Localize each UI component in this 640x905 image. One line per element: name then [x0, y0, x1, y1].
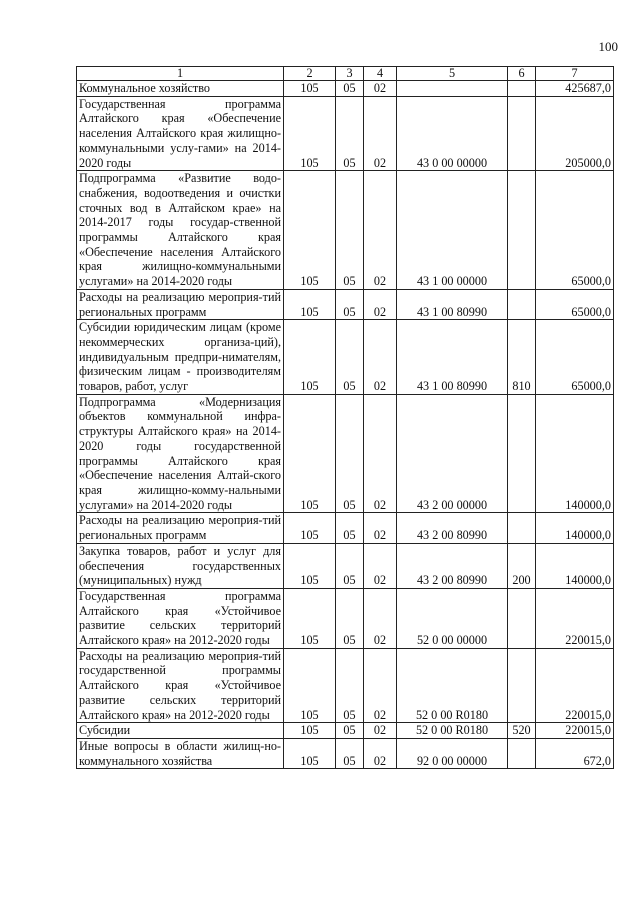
cell-expense-type	[508, 96, 536, 171]
cell-name: Государственная программа Алтайского края «Устойчивое развитие сельских территорий Алтайского края» на 2012-2020 годы	[77, 588, 284, 648]
cell-target-article: 52 0 00 R0180	[397, 723, 508, 739]
cell-section: 05	[336, 543, 364, 588]
cell-section: 05	[336, 96, 364, 171]
cell-name: Расходы на реализацию мероприя-тий региональных программ	[77, 513, 284, 543]
cell-admin-code: 105	[284, 723, 336, 739]
cell-amount: 140000,0	[536, 394, 614, 513]
cell-name: Иные вопросы в области жилищ-но-коммунального хозяйства	[77, 738, 284, 768]
cell-target-article: 43 0 00 00000	[397, 96, 508, 171]
cell-target-article: 43 2 00 80990	[397, 543, 508, 588]
cell-expense-type: 200	[508, 543, 536, 588]
cell-name: Подпрограмма «Развитие водо-снабжения, водоотведения и очистки сточных вод в Алтайском крае» на 2014-2017 годы государ-ственной программы Алтайского края «Обеспечение населения Алтайского края жилищно-коммунальными услугами» на 2014-2020 годы	[77, 171, 284, 290]
cell-section: 05	[336, 320, 364, 395]
table-row	[77, 320, 614, 395]
column-header: 1	[77, 67, 284, 81]
cell-subsection: 02	[364, 320, 397, 395]
cell-amount: 220015,0	[536, 588, 614, 648]
cell-section: 05	[336, 513, 364, 543]
cell-expense-type	[508, 394, 536, 513]
table-row	[77, 738, 614, 768]
cell-target-article: 43 1 00 80990	[397, 289, 508, 319]
column-header: 2	[284, 67, 336, 81]
cell-expense-type: 520	[508, 723, 536, 739]
cell-subsection: 02	[364, 738, 397, 768]
cell-target-article	[397, 81, 508, 97]
cell-subsection: 02	[364, 723, 397, 739]
table-row	[77, 394, 614, 513]
cell-section: 05	[336, 648, 364, 723]
cell-section: 05	[336, 723, 364, 739]
table-header-row	[77, 67, 614, 81]
cell-target-article: 92 0 00 00000	[397, 738, 508, 768]
cell-amount: 672,0	[536, 738, 614, 768]
column-header: 3	[336, 67, 364, 81]
cell-section: 05	[336, 289, 364, 319]
cell-subsection: 02	[364, 513, 397, 543]
cell-amount: 65000,0	[536, 320, 614, 395]
cell-section: 05	[336, 81, 364, 97]
cell-subsection: 02	[364, 96, 397, 171]
cell-subsection: 02	[364, 289, 397, 319]
cell-amount: 220015,0	[536, 723, 614, 739]
cell-section: 05	[336, 738, 364, 768]
cell-target-article: 43 1 00 80990	[397, 320, 508, 395]
cell-expense-type	[508, 738, 536, 768]
cell-admin-code: 105	[284, 648, 336, 723]
cell-amount: 65000,0	[536, 171, 614, 290]
cell-admin-code: 105	[284, 543, 336, 588]
column-header: 4	[364, 67, 397, 81]
table-row	[77, 648, 614, 723]
cell-target-article: 52 0 00 R0180	[397, 648, 508, 723]
cell-amount: 140000,0	[536, 543, 614, 588]
cell-amount: 140000,0	[536, 513, 614, 543]
cell-name: Подпрограмма «Модернизация объектов коммунальной инфра-структуры Алтайского края» на 2014-2020 годы государственной программы Алтайского края «Обеспечение населения Алтай-ского края жилищно-комму-нальными услугами» на 2014-2020 годы	[77, 394, 284, 513]
cell-admin-code: 105	[284, 81, 336, 97]
table-row	[77, 96, 614, 171]
cell-name: Субсидии	[77, 723, 284, 739]
table-body	[77, 81, 614, 769]
table-row	[77, 513, 614, 543]
cell-expense-type	[508, 588, 536, 648]
cell-admin-code: 105	[284, 171, 336, 290]
column-header: 6	[508, 67, 536, 81]
cell-expense-type	[508, 513, 536, 543]
cell-subsection: 02	[364, 648, 397, 723]
cell-amount: 65000,0	[536, 289, 614, 319]
cell-target-article: 52 0 00 00000	[397, 588, 508, 648]
cell-section: 05	[336, 394, 364, 513]
cell-amount: 205000,0	[536, 96, 614, 171]
cell-admin-code: 105	[284, 588, 336, 648]
cell-admin-code: 105	[284, 738, 336, 768]
cell-expense-type	[508, 289, 536, 319]
table-row	[77, 543, 614, 588]
cell-subsection: 02	[364, 543, 397, 588]
column-header: 5	[397, 67, 508, 81]
cell-section: 05	[336, 171, 364, 290]
cell-subsection: 02	[364, 588, 397, 648]
cell-expense-type	[508, 81, 536, 97]
table-row	[77, 289, 614, 319]
cell-target-article: 43 2 00 80990	[397, 513, 508, 543]
cell-name: Коммунальное хозяйство	[77, 81, 284, 97]
table-row	[77, 81, 614, 97]
cell-admin-code: 105	[284, 394, 336, 513]
cell-section: 05	[336, 588, 364, 648]
cell-subsection: 02	[364, 81, 397, 97]
cell-expense-type: 810	[508, 320, 536, 395]
cell-target-article: 43 1 00 00000	[397, 171, 508, 290]
cell-name: Субсидии юридическим лицам (кроме некоммерческих организа-ций), индивидуальным предпри-нимателям, физическим лицам - производителям товаров, работ, услуг	[77, 320, 284, 395]
cell-name: Расходы на реализацию мероприя-тий государственной программы Алтайского края «Устойчивое развитие сельских территорий Алтайского края» на 2012-2020 годы	[77, 648, 284, 723]
cell-admin-code: 105	[284, 289, 336, 319]
cell-name: Государственная программа Алтайского края «Обеспечение населения Алтайского края жилищно-коммунальными услу-гами» на 2014-2020 годы	[77, 96, 284, 171]
column-header: 7	[536, 67, 614, 81]
cell-amount: 220015,0	[536, 648, 614, 723]
cell-admin-code: 105	[284, 513, 336, 543]
table-row	[77, 171, 614, 290]
cell-name: Расходы на реализацию мероприя-тий региональных программ	[77, 289, 284, 319]
cell-expense-type	[508, 171, 536, 290]
cell-expense-type	[508, 648, 536, 723]
cell-name: Закупка товаров, работ и услуг для обеспечения государственных (муниципальных) нужд	[77, 543, 284, 588]
table-row	[77, 723, 614, 739]
cell-target-article: 43 2 00 00000	[397, 394, 508, 513]
cell-admin-code: 105	[284, 96, 336, 171]
cell-subsection: 02	[364, 171, 397, 290]
budget-table	[76, 66, 614, 769]
table-row	[77, 588, 614, 648]
cell-subsection: 02	[364, 394, 397, 513]
page-number: 100	[598, 39, 618, 54]
cell-amount: 425687,0	[536, 81, 614, 97]
cell-admin-code: 105	[284, 320, 336, 395]
